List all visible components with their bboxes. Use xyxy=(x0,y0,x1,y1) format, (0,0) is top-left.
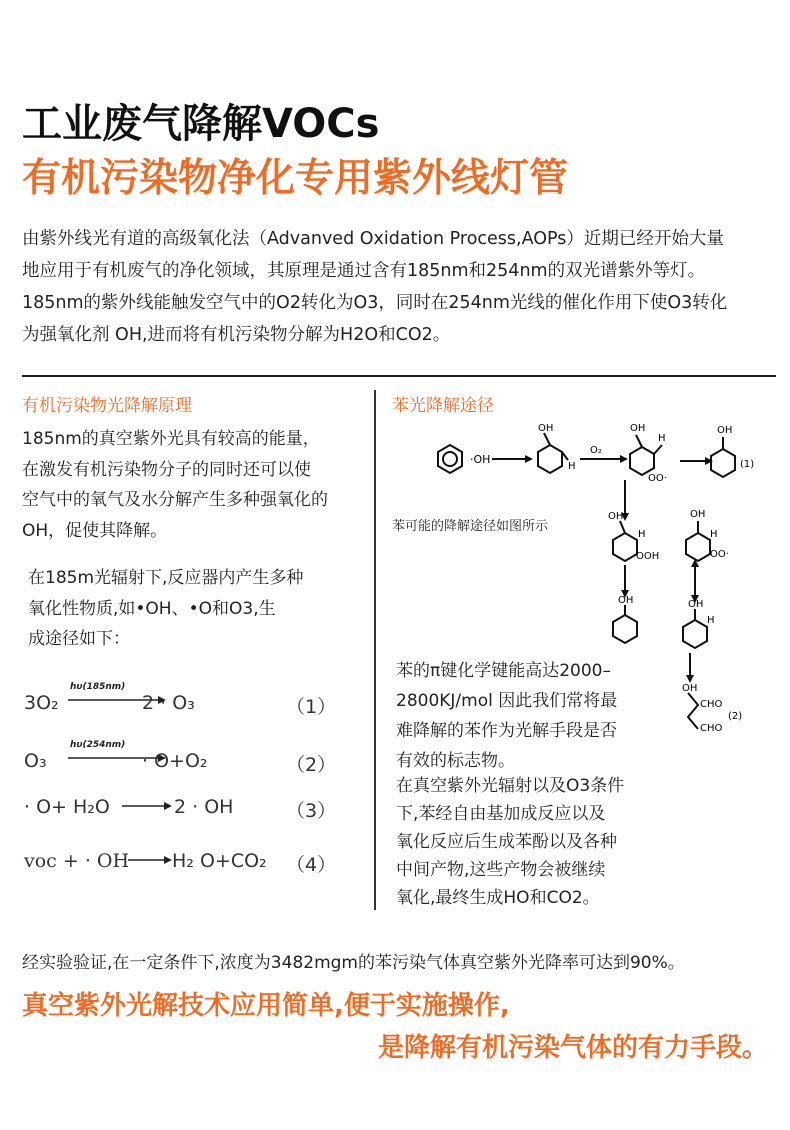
text-line: 空气中的氧气及水分解产生多种强氧化的 xyxy=(22,490,328,510)
equation-3-number: （3） xyxy=(286,800,337,822)
right-section-heading: 苯光降解途径 xyxy=(392,396,494,416)
text-line: 氧化,最终生成HO和CO2。 xyxy=(396,888,600,908)
equation-1-rhs: 2 · O₃ xyxy=(142,692,195,714)
chem-label-h: H xyxy=(658,433,666,444)
right-paragraph-2 xyxy=(396,772,624,912)
equation-1-lhs: 3O₂ xyxy=(24,692,59,714)
chem-label-oh: OH xyxy=(717,425,733,436)
intro-line: 185nm的紫外线能触发空气中的O2转化为O3，同时在254nm光线的催化作用下使O3转化 xyxy=(22,293,728,313)
equation-4-arrow xyxy=(128,854,172,866)
equation-1-arrow-label: hυ(185nm) xyxy=(70,682,126,692)
benzene-ring xyxy=(438,445,462,473)
phenol-ring-1 xyxy=(711,449,735,477)
phenol-ring-2 xyxy=(613,615,637,643)
chem-label-oo-radical: OO· xyxy=(648,473,667,484)
equation-4-number: （4） xyxy=(286,854,337,876)
page-title: 工业废气降解VOCs xyxy=(22,101,380,147)
peroxy-ring xyxy=(630,447,654,475)
chem-label-step1: (1) xyxy=(740,459,755,470)
column-divider xyxy=(374,390,376,910)
text-line: 中间产物,这些产物会被继续 xyxy=(396,860,606,880)
equation-2-rhs: · O+O₂ xyxy=(142,750,208,772)
chem-label-oh: OH xyxy=(608,511,624,522)
chem-label-cho: CHO xyxy=(700,699,723,710)
text-line: 185nm的真空紫外光具有较高的能量， xyxy=(22,429,320,449)
intro-line: 由紫外线光有道的高级氧化法（Advanved Oxidation Process,AOPs）近期已经开始大量 xyxy=(22,229,724,249)
left-paragraph-1 xyxy=(22,424,367,546)
bicyclic-ring xyxy=(683,620,707,648)
experiment-note: 经实验验证,在一定条件下,浓度为3482mgm的苯污染气体真空紫外光降率可达到90%。 xyxy=(22,953,685,973)
text-line: OH，促使其降解。 xyxy=(22,520,168,541)
text-line: 在真空紫外光辐射以及O3条件 xyxy=(396,776,625,796)
slogan-line-1: 真空紫外光解技术应用简单,便于实施操作, xyxy=(22,991,510,1021)
hydroperoxy-ring xyxy=(613,533,637,561)
page-subtitle: 有机污染物净化专用紫外线灯管 xyxy=(22,156,569,201)
chem-label-oh: OH xyxy=(688,599,704,610)
chem-label-h: H xyxy=(707,615,715,626)
equation-list xyxy=(24,680,364,880)
equation-4-rhs: H₂ O+CO₂ xyxy=(172,850,267,872)
text-line: 氧化性物质,如•OH、•O和O3,生 xyxy=(28,598,276,619)
chem-label-oh: OH xyxy=(690,509,706,520)
text-line: 在激发有机污染物分子的同时还可以使 xyxy=(22,459,311,480)
text-line: 2800KJ/mol 因此我们常将最 xyxy=(396,691,618,711)
chem-label-oo-radical: OO· xyxy=(710,549,729,560)
chem-label-oh: OH xyxy=(538,423,554,434)
chem-label-h: H xyxy=(568,461,576,472)
text-line: 氧化反应后生成苯酚以及各种 xyxy=(396,832,617,852)
equation-2-lhs: O₃ xyxy=(24,750,47,772)
text-line: 在185m光辐射下,反应器内产生多种 xyxy=(28,568,304,588)
equation-4-lhs: voc + · OH xyxy=(24,850,130,872)
chem-label-step2: (2) xyxy=(728,711,743,722)
slogan-line-2: 是降解有机污染气体的有力手段。 xyxy=(377,1033,768,1063)
text-line: 难降解的苯作为光解手段是否 xyxy=(396,721,617,741)
equation-3-lhs: · O+ H₂O xyxy=(24,796,110,818)
diagram-caption: 苯可能的降解途径如图所示 xyxy=(392,519,549,534)
left-section-heading: 有机污染物光降解原理 xyxy=(22,396,192,416)
equation-2-number: （2） xyxy=(286,754,337,776)
equation-1-number: （1） xyxy=(286,696,337,718)
chem-label-oh: OH xyxy=(682,683,698,694)
chem-label-oh: OH xyxy=(630,423,646,434)
right-paragraph-1 xyxy=(396,656,617,776)
equation-3-rhs: 2 · OH xyxy=(174,796,234,818)
chem-label-oh: OH xyxy=(618,595,634,606)
equation-3-arrow xyxy=(122,800,172,812)
chem-label-o2: O₂ xyxy=(590,445,602,456)
chem-label-oh-radical: ·OH xyxy=(470,453,491,466)
chem-label-ooh: OOH xyxy=(636,551,660,562)
intro-paragraph xyxy=(22,223,782,351)
intro-line: 为强氧化剂 OH,进而将有机污染物分解为H2O和CO2。 xyxy=(22,325,451,345)
text-line: 有效的标志物。 xyxy=(396,751,515,771)
text-line: 苯的π键化学键能高达2000– xyxy=(396,661,611,681)
radical-ring xyxy=(686,533,710,561)
intro-line: 地应用于有机废气的净化领域，其原理是通过含有185nm和254nm的双光谱紫外等灯。 xyxy=(22,261,706,281)
hydroxy-ring-1 xyxy=(538,445,562,473)
chem-label-h: H xyxy=(638,529,646,540)
dialdehyde-chain xyxy=(688,693,698,729)
chem-label-cho: CHO xyxy=(700,723,723,734)
text-line: 下,苯经自由基加成反应以及 xyxy=(396,804,606,824)
equation-2-arrow-label: hυ(254nm) xyxy=(70,740,126,750)
chem-label-h: H xyxy=(710,529,718,540)
text-line: 成途径如下： xyxy=(28,629,130,649)
section-divider xyxy=(22,375,776,377)
left-paragraph-2 xyxy=(28,563,373,655)
